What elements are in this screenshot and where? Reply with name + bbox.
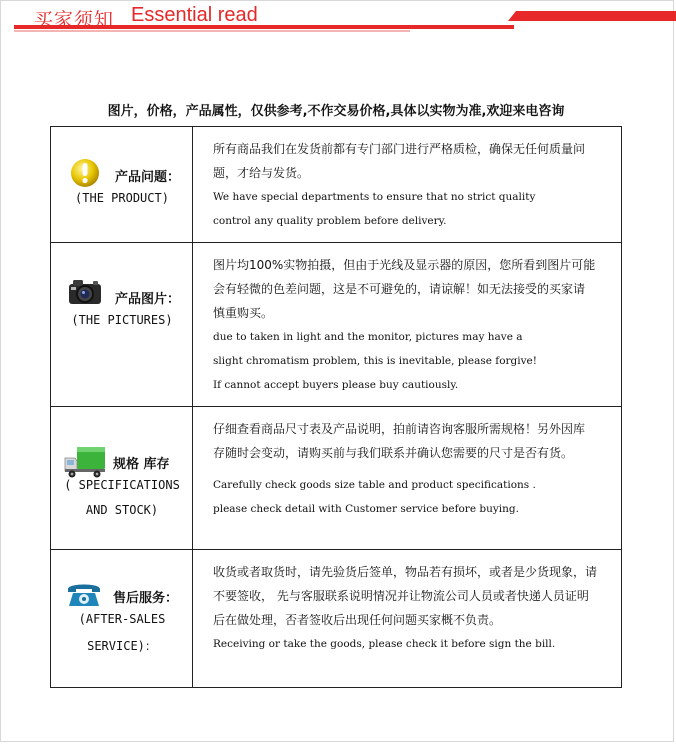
content-cn-line: 存随时会变动，请购买前与我们联系并确认您需要的尺寸是否有货。 [213,446,574,460]
content-cn-line: 图片均100%实物拍摄，但由于光线及显示器的原因，您所看到图片可能 [213,258,596,272]
content-en-line: Receiving or take the goods, please check it before sign the bill. [213,638,556,650]
header-title-en: Essential read [131,4,258,26]
header-title-cn: 买家须知 [34,9,115,31]
content-en-line: Carefully check goods size table and product specifications . [213,479,536,491]
row-label-en: (AFTER-SALES [78,612,166,626]
telephone-icon [65,580,103,612]
content-cn-line: 不要签收， 先与客服联系说明情况并让物流公司人员或者快递人员证明 [213,589,589,603]
content-en-line: please check detail with Customer service before buying. [213,503,519,515]
table-row-after-sales [51,550,621,687]
row-content-cell [193,407,621,549]
section-header [0,0,676,32]
camera-icon [67,276,103,312]
content-en-line: If cannot accept buyers please buy cautiously. [213,379,459,391]
content-cn-line: 慎重购买。 [213,306,274,320]
content-en-line: slight chromatism problem, this is inevitable, please forgive! [213,355,537,367]
row-label-cell [51,127,193,242]
row-label-cn: 产品问题： [115,170,181,185]
content-cn-line: 所有商品我们在发货前都有专门部门进行严格质检，确保无任何质量问 [213,142,586,156]
content-cn-line: 仔细查看商品尺寸表及产品说明，拍前请咨询客服所需规格！另外因库 [213,422,586,436]
content-cn-line: 收货或者取货时，请先验货后签单，物品若有损坏，或者是少货现象，请 [213,565,598,579]
content-cn-line: 会有轻微的色差问题，这是不可避免的，请谅解！如无法接受的买家请 [213,282,586,296]
content-cn-line: 题，才给与发货。 [213,166,310,180]
row-label-cn: 产品图片： [115,292,181,307]
row-label-cn: 售后服务： [113,591,179,606]
row-label-cell [51,407,193,549]
table-row-pictures [51,243,621,407]
row-label-cn: 规格 库存 [113,457,170,472]
row-label-en: (THE PRODUCT) [75,191,169,205]
row-label-en: (THE PICTURES) [71,313,173,327]
content-en-line: We have special departments to ensure that no strict quality [213,191,536,203]
table-row-specifications [51,407,621,550]
row-content-cell [193,243,621,406]
row-label-en: ( SPECIFICATIONS [64,478,180,492]
row-label-en: AND STOCK) [85,503,159,517]
row-content-cell [193,550,621,687]
table-row-product [51,127,621,243]
content-cn-line: 后在做处理，否者签收后出现任何问题买家概不负责。 [213,613,502,627]
content-en-line: control any quality problem before delivery. [213,215,447,227]
row-label-cell [51,550,193,687]
header-accent-bar-right [508,11,676,21]
row-label-cell [51,243,193,406]
row-content-cell [193,127,621,242]
info-table [50,126,622,688]
exclamation-icon [69,158,101,192]
price-notice: 图片，价格，产品属性，仅供参考,不作交易价格,具体以实物为准,欢迎来电咨询 [107,104,565,119]
row-label-en: SERVICE)： [87,639,157,653]
content-en-line: due to taken in light and the monitor, pictures may have a [213,331,523,343]
